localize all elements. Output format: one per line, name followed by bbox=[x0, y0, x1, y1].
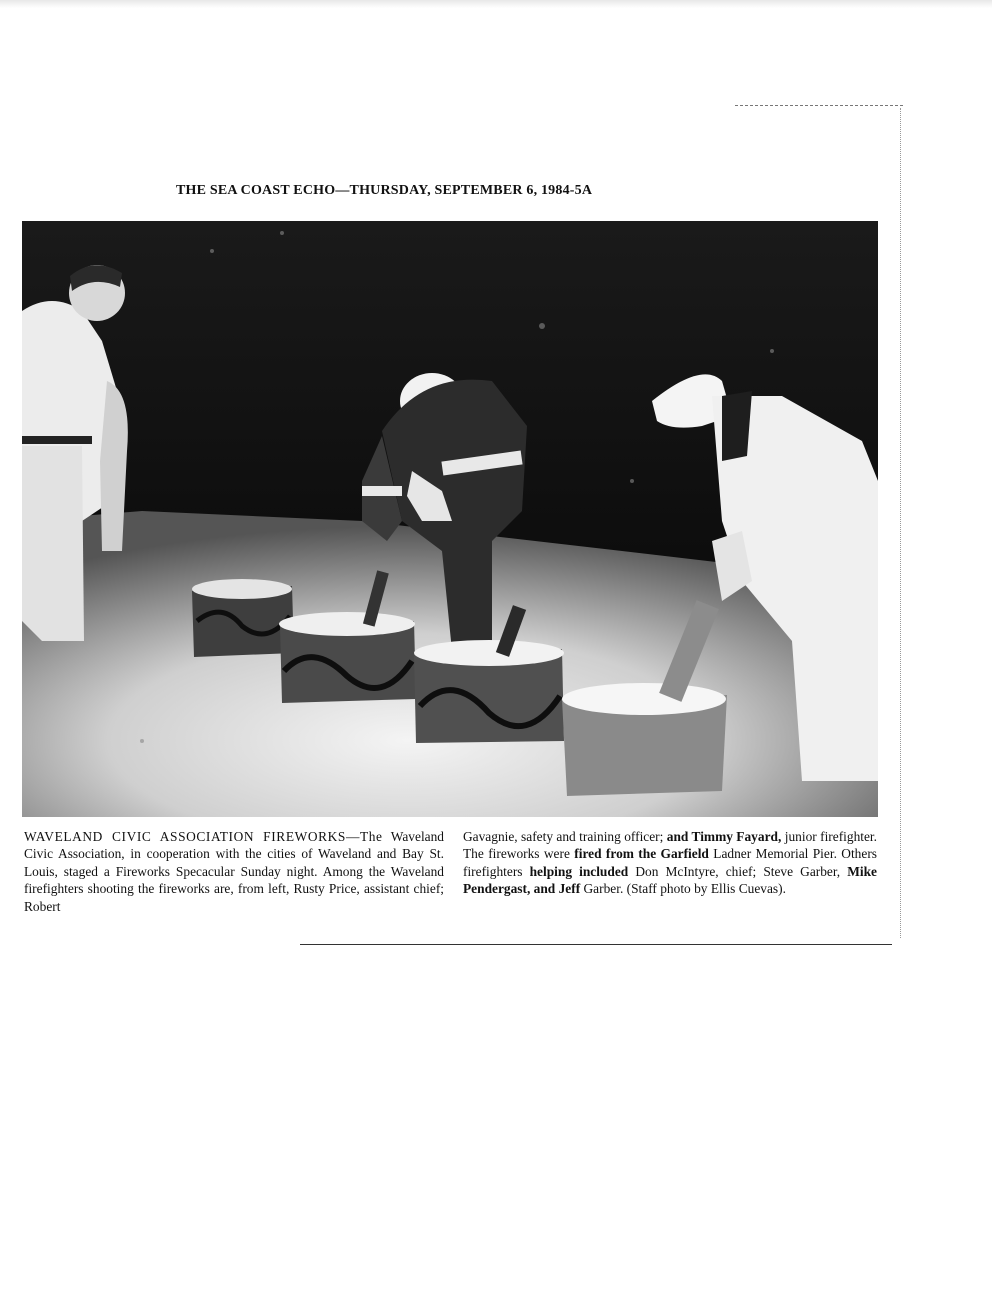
caption-headline: WAVELAND CIVIC ASSOCIATION FIREWORKS—The bbox=[24, 829, 383, 844]
caption-line-3: Ladner Memorial Pier. Others firefighters bbox=[463, 846, 877, 879]
caption-body-left: Waveland Civic Association, in cooperation with the cities of Waveland and Bay St. Louis, staged a Fireworks Specacular Sunday night. Among the Waveland firefighters shooting the fireworks are, from left, Rusty Price, assistant chief; Robert bbox=[24, 829, 444, 914]
caption-line-5: Garber. (Staff photo by Ellis Cuevas). bbox=[583, 881, 786, 897]
clipping-top-edge bbox=[735, 105, 903, 106]
caption-line-4b: Mike Pendergast, and Jeff bbox=[463, 863, 877, 897]
caption-line-4: Don McIntyre, chief; Steve Garber, bbox=[635, 863, 841, 879]
caption-line-3b: helping included bbox=[522, 863, 629, 879]
caption-line-1b: and Timmy Fayard, bbox=[663, 829, 782, 844]
scan-top-edge bbox=[0, 0, 992, 8]
news-photo bbox=[22, 221, 878, 817]
clipping-bottom-rule bbox=[300, 944, 892, 945]
photo-caption-left bbox=[24, 828, 444, 915]
newspaper-header: THE SEA COAST ECHO—THURSDAY, SEPTEMBER 6, 1984-5A bbox=[176, 183, 593, 198]
clipping-right-edge bbox=[900, 108, 901, 938]
caption-line-1: Gavagnie, safety and training officer; bbox=[463, 829, 664, 844]
caption-line-2b: fired from the Garfield bbox=[569, 846, 709, 862]
caption-line-2: junior firefighter. The fireworks were bbox=[463, 829, 878, 862]
photo-caption-right bbox=[463, 828, 877, 898]
